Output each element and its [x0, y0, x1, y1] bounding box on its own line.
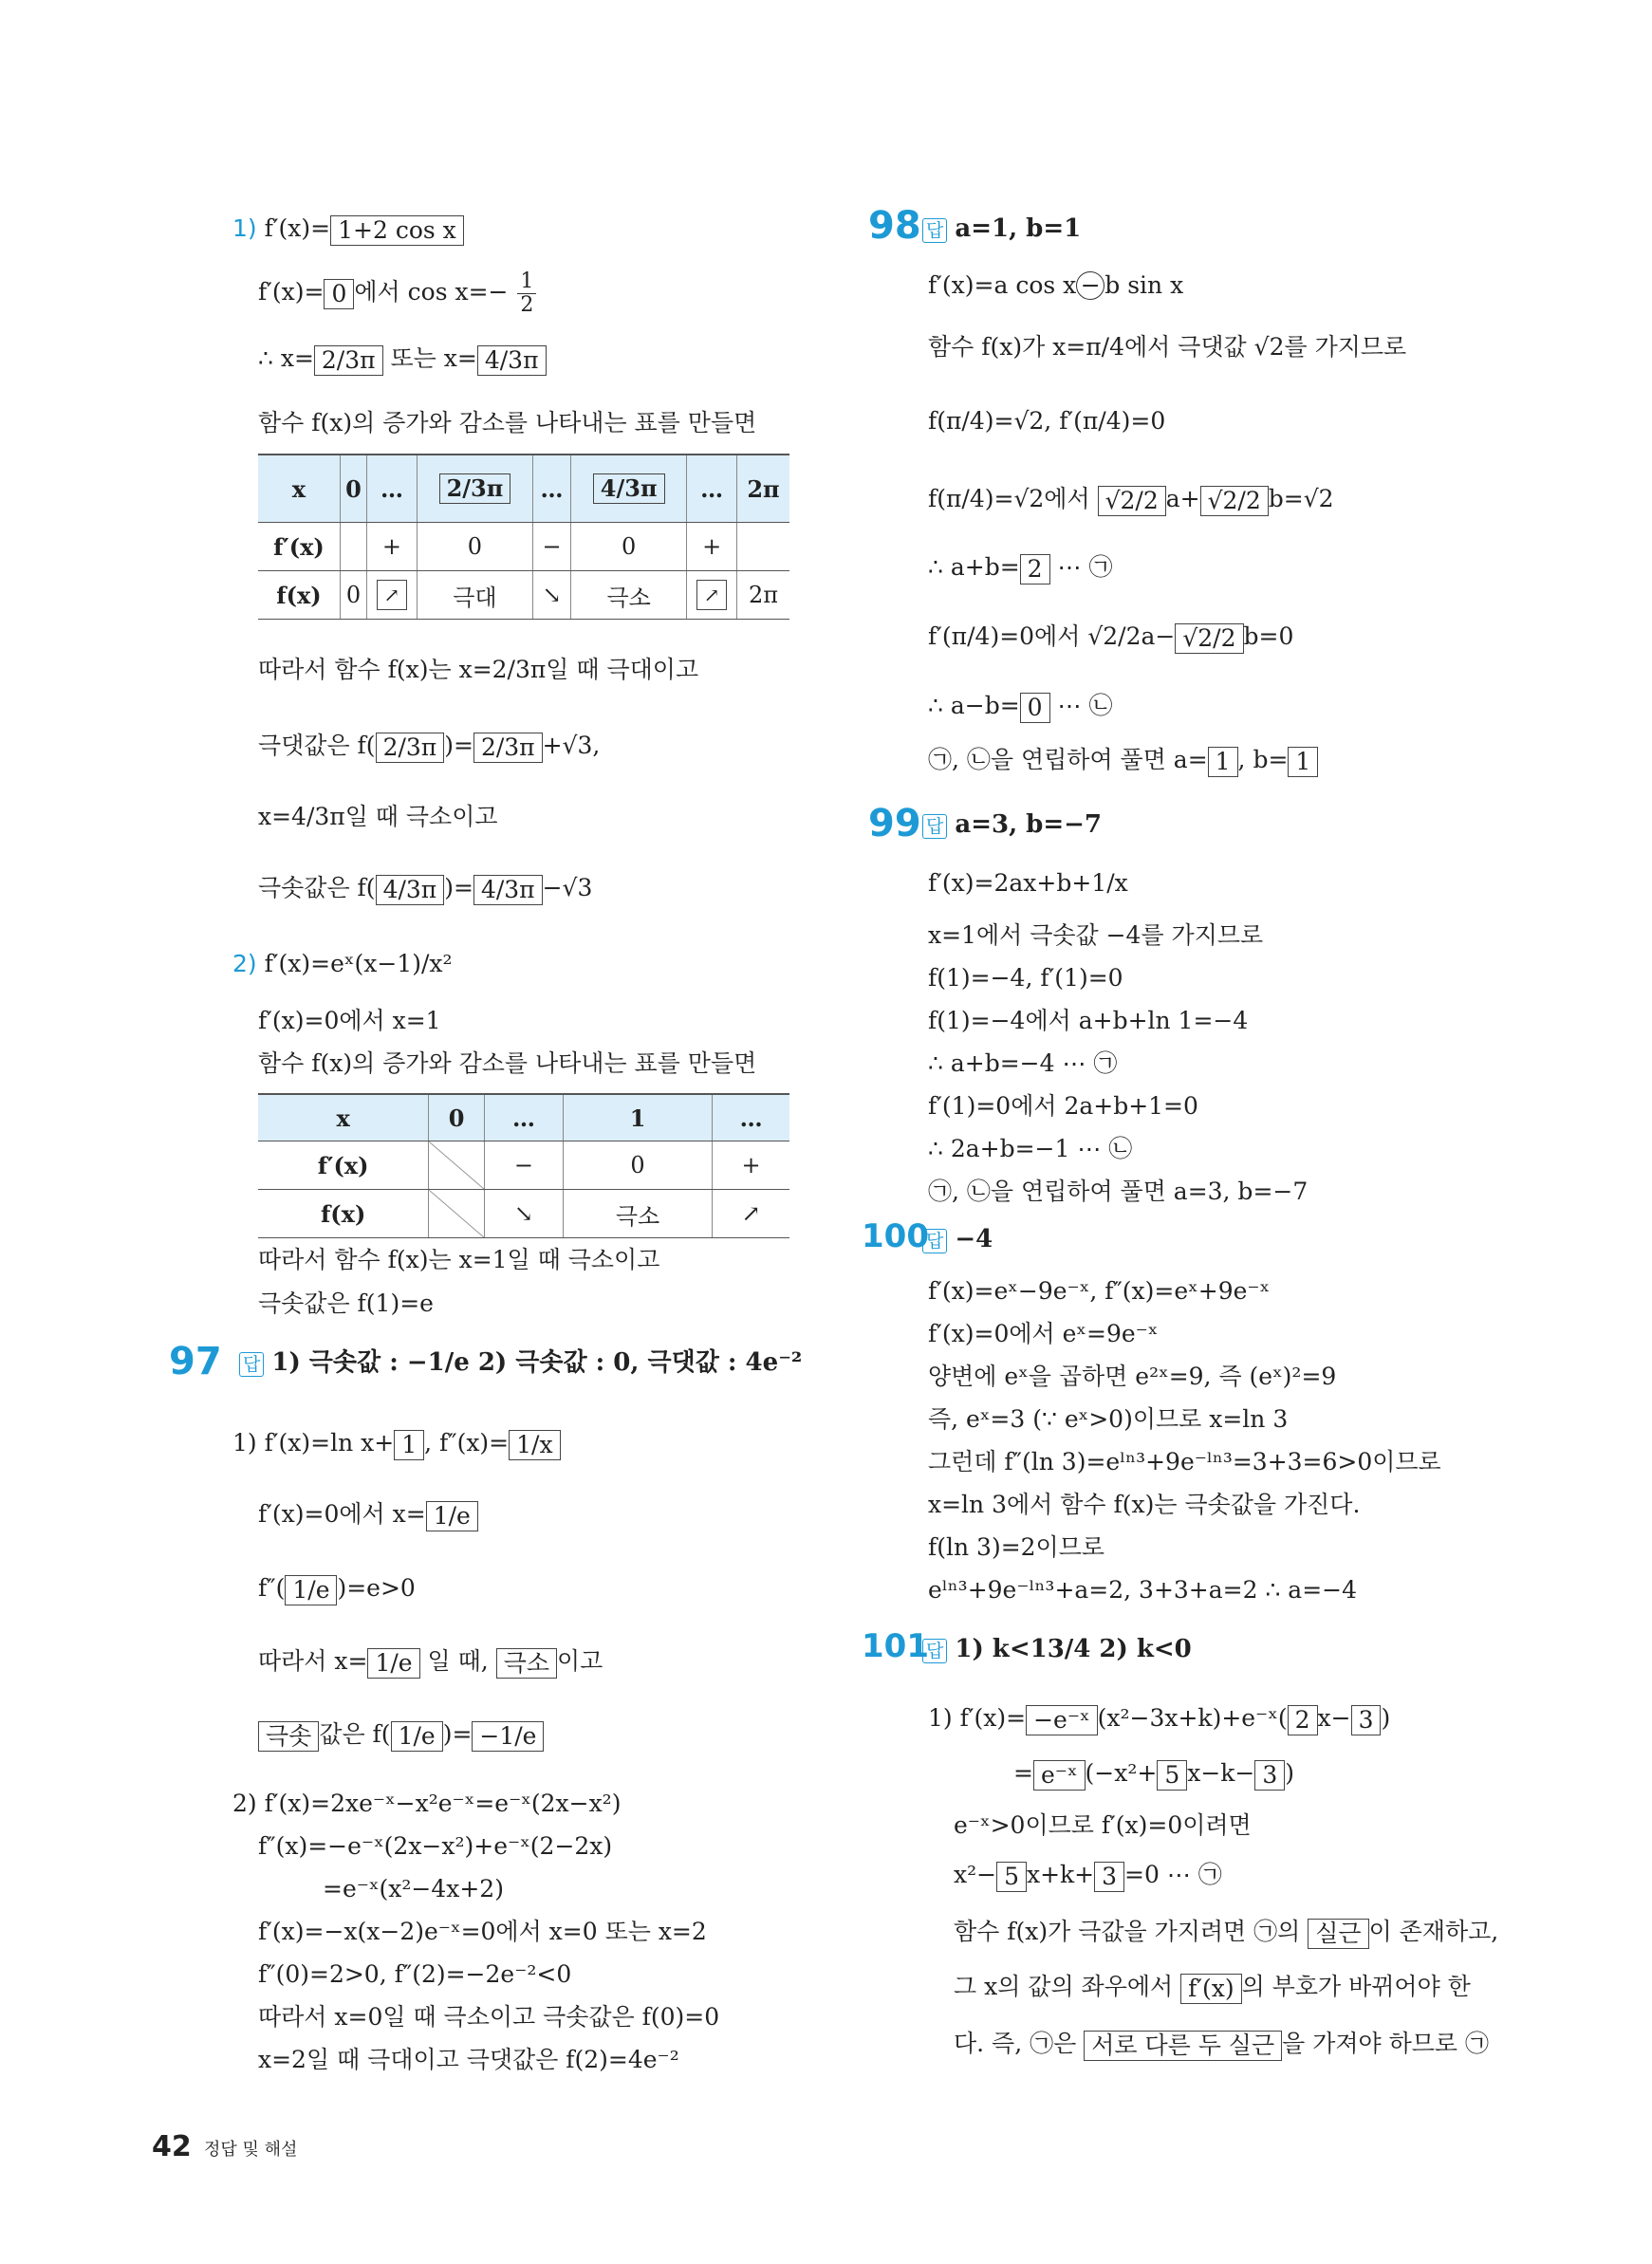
- q99-line1: f′(x)=2ax+b+1/x: [928, 869, 1128, 897]
- q99-line5: ∴ a+b=−4 ⋯ ㉠: [928, 1049, 1118, 1077]
- part2-line1: 2) f′(x)=eˣ(x−1)/x²: [232, 950, 453, 977]
- t1-r2c4: ↘: [533, 571, 571, 620]
- part1-line8: 극솟값은 f( 4/3π )= 4/3π −√3: [258, 874, 593, 903]
- q98-line1: f′(x)=a cos x − b sin x: [928, 271, 1184, 299]
- t2-r1c4: +: [713, 1141, 789, 1190]
- q101-line4: x²− 5 x+k+ 3 =0 ⋯ ㉠: [954, 1861, 1222, 1890]
- t2-h4: …: [713, 1094, 789, 1141]
- t1-r2c0: f(x): [258, 571, 340, 620]
- part2-line3: 함수 f(x)의 증가와 감소를 나타내는 표를 만들면: [258, 1049, 757, 1077]
- t1-r1c7: [736, 523, 789, 571]
- q101-line1: 1) f′(x)= −e⁻ˣ (x²−3x+k)+e⁻ˣ( 2 x− 3 ): [928, 1704, 1391, 1734]
- q100-line8: eˡⁿ³+9e⁻ˡⁿ³+a=2, 3+3+a=2 ∴ a=−4: [928, 1576, 1358, 1604]
- t1-h2: …: [367, 455, 418, 523]
- q99-line8: ㉠, ㉡을 연립하여 풀면 a=3, b=−7: [928, 1178, 1309, 1205]
- q97-line1: 1) f′(x)=ln x+ 1 , f″(x)= 1/x: [232, 1428, 561, 1460]
- q97-part2-line4: f′(x)=−x(x−2)e⁻ˣ=0에서 x=0 또는 x=2: [258, 1918, 707, 1945]
- t2-h3: 1: [563, 1094, 712, 1141]
- t2-r1c1: [429, 1141, 485, 1190]
- q98-line3: f(π/4)=√2, f′(π/4)=0: [928, 407, 1166, 435]
- q100-line7: f(ln 3)=2이므로: [928, 1533, 1105, 1561]
- t2-h1: 0: [429, 1094, 485, 1141]
- q98-line6: f′(π/4)=0에서 √2/2a− √2/2 b=0: [928, 622, 1294, 652]
- increase-arrow-icon: ↗: [696, 580, 727, 610]
- t1-r1c1: [340, 523, 366, 571]
- part1-line6: 극댓값은 f( 2/3π )= 2/3π +√3,: [258, 732, 601, 761]
- t1-h3: 2/3π: [417, 455, 532, 523]
- t1-r2c6: [687, 571, 737, 620]
- t1-h4: …: [533, 455, 571, 523]
- t2-r2c4: ↗: [713, 1190, 789, 1238]
- t1-h5: 4/3π: [570, 455, 686, 523]
- t2-r1c3: 0: [563, 1141, 712, 1190]
- t2-h0: x: [258, 1094, 429, 1141]
- q100-line3: 양변에 eˣ을 곱하면 e²ˣ=9, 즉 (eˣ)²=9: [928, 1363, 1337, 1390]
- q97-part2-line3: =e⁻ˣ(x²−4x+2): [323, 1875, 504, 1902]
- t1-r2c5: 극소: [570, 571, 686, 620]
- variation-table-2: [258, 1093, 789, 1238]
- q101-line5: 함수 f(x)가 극값을 가지려면 ㉠의 실근 이 존재하고,: [954, 1918, 1499, 1947]
- t1-h7: 2π: [736, 455, 789, 523]
- q100-line2: f′(x)=0에서 eˣ=9e⁻ˣ: [928, 1320, 1159, 1347]
- q97-part2-line7: x=2일 때 극대이고 극댓값은 f(2)=4e⁻²: [258, 2046, 679, 2073]
- part1-line1: 1) f′(x)= 1+2 cos x: [232, 213, 464, 246]
- part1-line7: x=4/3π일 때 극소이고: [258, 803, 498, 830]
- t1-r1c2: +: [367, 523, 418, 571]
- t2-r2c2: ↘: [485, 1190, 564, 1238]
- problem-101-answer: 답 1) k<13/4 2) k<0: [911, 1634, 1192, 1664]
- t1-h6: …: [687, 455, 737, 523]
- q99-line3: f(1)=−4, f′(1)=0: [928, 964, 1123, 992]
- problem-number-98: 98: [868, 204, 921, 248]
- part2-line5: 극솟값은 f(1)=e: [258, 1290, 434, 1317]
- q101-line2: = e⁻ˣ (−x²+ 5 x−k− 3 ): [1013, 1759, 1295, 1789]
- q98-line8: ㉠, ㉡을 연립하여 풀면 a= 1 , b= 1: [928, 745, 1318, 777]
- q100-line5: 그런데 f″(ln 3)=eˡⁿ³+9e⁻ˡⁿ³=3+3=6>0이므로: [928, 1448, 1441, 1475]
- q98-line4: f(π/4)=√2에서 √2/2 a+ √2/2 b=√2: [928, 485, 1334, 514]
- problem-100-answer: 답 −4: [911, 1224, 993, 1254]
- q97-part2-line6: 따라서 x=0일 때 극소이고 극솟값은 f(0)=0: [258, 2003, 720, 2031]
- part1-line4: 함수 f(x)의 증가와 감소를 나타내는 표를 만들면: [258, 409, 757, 436]
- t2-h2: …: [485, 1094, 564, 1141]
- t1-r2c7: 2π: [736, 571, 789, 620]
- q97-line5: 극솟 값은 f( 1/e )= −1/e: [258, 1719, 544, 1752]
- t2-r1c0: f′(x): [258, 1141, 429, 1190]
- q97-part2-line2: f″(x)=−e⁻ˣ(2x−x²)+e⁻ˣ(2−2x): [258, 1832, 613, 1860]
- variation-table-1: [258, 454, 789, 620]
- part2-line4: 따라서 함수 f(x)는 x=1일 때 극소이고: [258, 1246, 660, 1273]
- part1-line3: ∴ x= 2/3π 또는 x= 4/3π: [258, 343, 547, 376]
- q98-line2: 함수 f(x)가 x=π/4에서 극댓값 √2를 가지므로: [928, 333, 1407, 361]
- t2-r2c0: f(x): [258, 1190, 429, 1238]
- part1-line5: 따라서 함수 f(x)는 x=2/3π일 때 극대이고: [258, 656, 699, 683]
- q97-part2-line1: 2) f′(x)=2xe⁻ˣ−x²e⁻ˣ=e⁻ˣ(2x−x²): [232, 1790, 622, 1817]
- q101-line6: 그 x의 값의 좌우에서 f′(x) 의 부호가 바뀌어야 한: [954, 1973, 1471, 2002]
- t2-r2c1: [429, 1190, 485, 1238]
- q99-line7: ∴ 2a+b=−1 ⋯ ㉡: [928, 1135, 1133, 1162]
- q99-line6: f′(1)=0에서 2a+b+1=0: [928, 1092, 1198, 1120]
- problem-99-answer: 답 a=3, b=−7: [911, 809, 1102, 840]
- t1-r2c1: 0: [340, 571, 366, 620]
- q101-line7: 다. 즉, ㉠은 서로 다른 두 실근 을 가져야 하므로 ㉠: [954, 2030, 1490, 2059]
- q101-line3: e⁻ˣ>0이므로 f′(x)=0이려면: [954, 1811, 1252, 1839]
- t1-h1: 0: [340, 455, 366, 523]
- problem-number-100: 100: [862, 1217, 929, 1255]
- q99-line2: x=1에서 극솟값 −4를 가지므로: [928, 921, 1264, 949]
- q97-line2: f′(x)=0에서 x= 1/e: [258, 1499, 478, 1531]
- q98-line7: ∴ a−b= 0 ⋯ ㉡: [928, 692, 1113, 721]
- problem-98-answer: 답 a=1, b=1: [911, 213, 1081, 244]
- q100-line1: f′(x)=eˣ−9e⁻ˣ, f″(x)=eˣ+9e⁻ˣ: [928, 1277, 1271, 1305]
- page-number: 42: [152, 2130, 192, 2163]
- q99-line4: f(1)=−4에서 a+b+ln 1=−4: [928, 1007, 1249, 1034]
- t1-r2c2: [367, 571, 418, 620]
- t1-r1c4: −: [533, 523, 571, 571]
- q100-line4: 즉, eˣ=3 (∵ eˣ>0)이므로 x=ln 3: [928, 1405, 1289, 1433]
- problem-number-99: 99: [868, 802, 921, 845]
- q97-part2-line5: f″(0)=2>0, f″(2)=−2e⁻²<0: [258, 1960, 572, 1988]
- problem-number-101: 101: [862, 1627, 929, 1665]
- q100-line6: x=ln 3에서 함수 f(x)는 극솟값을 가진다.: [928, 1491, 1361, 1518]
- part1-line2: f′(x)= 0 에서 cos x=− $\frac{1}{2}$: [258, 270, 538, 317]
- t1-r1c3: 0: [417, 523, 532, 571]
- footer-section-title: 정답 및 해설: [204, 2140, 298, 2160]
- t1-r1c0: f′(x): [258, 523, 340, 571]
- problem-number-97: 97: [169, 1340, 222, 1383]
- increase-arrow-icon: ↗: [377, 580, 407, 610]
- t1-r2c3: 극대: [417, 571, 532, 620]
- q98-line5: ∴ a+b= 2 ⋯ ㉠: [928, 553, 1113, 583]
- q97-line4: 따라서 x= 1/e 일 때, 극소 이고: [258, 1647, 603, 1677]
- t1-r1c6: +: [687, 523, 737, 571]
- t1-h0: x: [258, 455, 340, 523]
- part2-line2: f′(x)=0에서 x=1: [258, 1007, 441, 1034]
- t1-r1c5: 0: [570, 523, 686, 571]
- problem-97-answer: 답 1) 극솟값 : −1/e 2) 극솟값 : 0, 극댓값 : 4e⁻²: [228, 1347, 802, 1378]
- t2-r1c2: −: [485, 1141, 564, 1190]
- q97-line3: f″( 1/e )=e>0: [258, 1574, 416, 1604]
- t2-r2c3: 극소: [563, 1190, 712, 1238]
